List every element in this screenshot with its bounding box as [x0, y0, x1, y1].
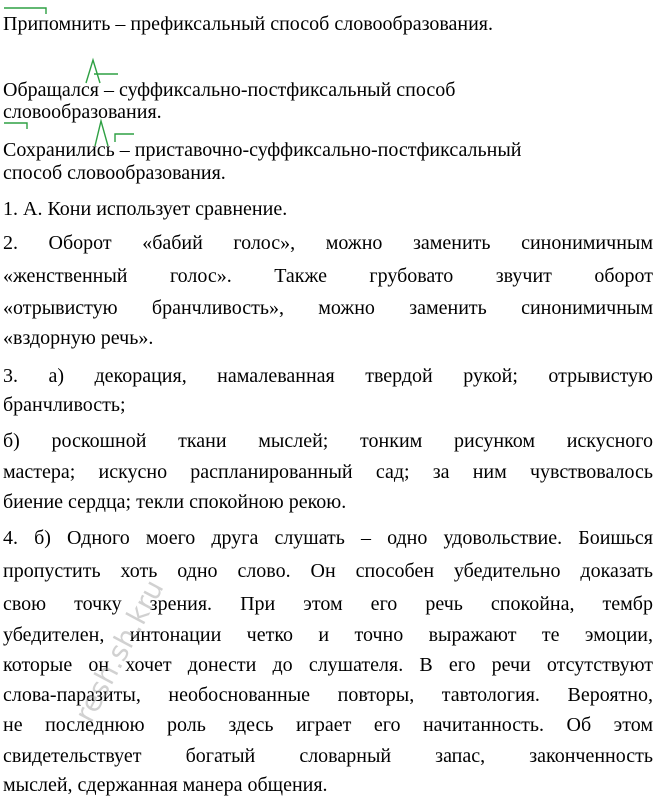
answer-4-line-4: убедителен, интонации четко и точно выражают те эмоции, — [3, 624, 653, 646]
answer-2-line-4: «вздорную речь». — [3, 327, 154, 349]
answer-4-line-7: не последнюю роль здесь играет его начитанность. Об этом — [3, 714, 653, 736]
analysis-line-pripomnit: Припомнить – префиксальный способ словообразования. — [3, 13, 494, 35]
prefix-mark-sokhranilis — [4, 123, 27, 129]
answer-2-line-1: 2. Оборот «бабий голос», можно заменить синонимичным — [3, 232, 653, 254]
answer-3a-line-1: 3. а) декорация, намалеванная твердой рукой; отрывистую — [3, 365, 653, 387]
watermark: resh.sh.kru — [68, 574, 171, 728]
answer-4-line-1: 4. б) Одного моего друга слушать – одно удовольствие. Боишься — [3, 527, 653, 549]
answer-4-line-6: слова-паразиты, необоснованные повторы, тавтология. Вероятно, — [3, 684, 653, 706]
answer-2-line-3: «отрывистую бранчливость», можно заменить синонимичным — [3, 297, 653, 319]
analysis-line-obrashchalsya-1: Обращался – суффиксально-постфиксальный способ — [3, 79, 456, 101]
answer-4-line-9: мыслей, сдержанная манера общения. — [3, 774, 328, 796]
answer-4-line-2: пропустить хоть одно слово. Он способен убедительно доказать — [3, 560, 653, 582]
answer-3a-line-2: бранчливость; — [3, 394, 126, 416]
analysis-line-obrashchalsya-2: словообразования. — [3, 101, 162, 123]
analysis-line-sokhranilis-1: Сохранились – приставочно-суффиксально-постфиксальный — [3, 139, 522, 161]
answer-2-line-2: «женственный голос». Также грубовато звучит оборот — [3, 265, 653, 287]
analysis-line-sokhranilis-2: способ словообразования. — [3, 162, 226, 184]
answer-3b-line-3: биение сердца; текли спокойною рекою. — [3, 491, 347, 513]
answer-4-line-5: которые он хочет донести до слушателя. В его речи отсутствуют — [3, 654, 653, 676]
answer-3b-line-1: б) роскошной ткани мыслей; тонким рисунком искусного — [3, 430, 653, 452]
answer-4-line-3: свою точку зрения. При этом его речь спокойна, тембр — [3, 593, 653, 615]
answer-4-line-8: свидетельствует богатый словарный запас, законченность — [3, 745, 653, 767]
answer-1-line-1: 1. А. Кони использует сравнение. — [3, 198, 288, 220]
answer-3b-line-2: мастера; искусно распланированный сад; за ним чувствовалось — [3, 461, 653, 483]
